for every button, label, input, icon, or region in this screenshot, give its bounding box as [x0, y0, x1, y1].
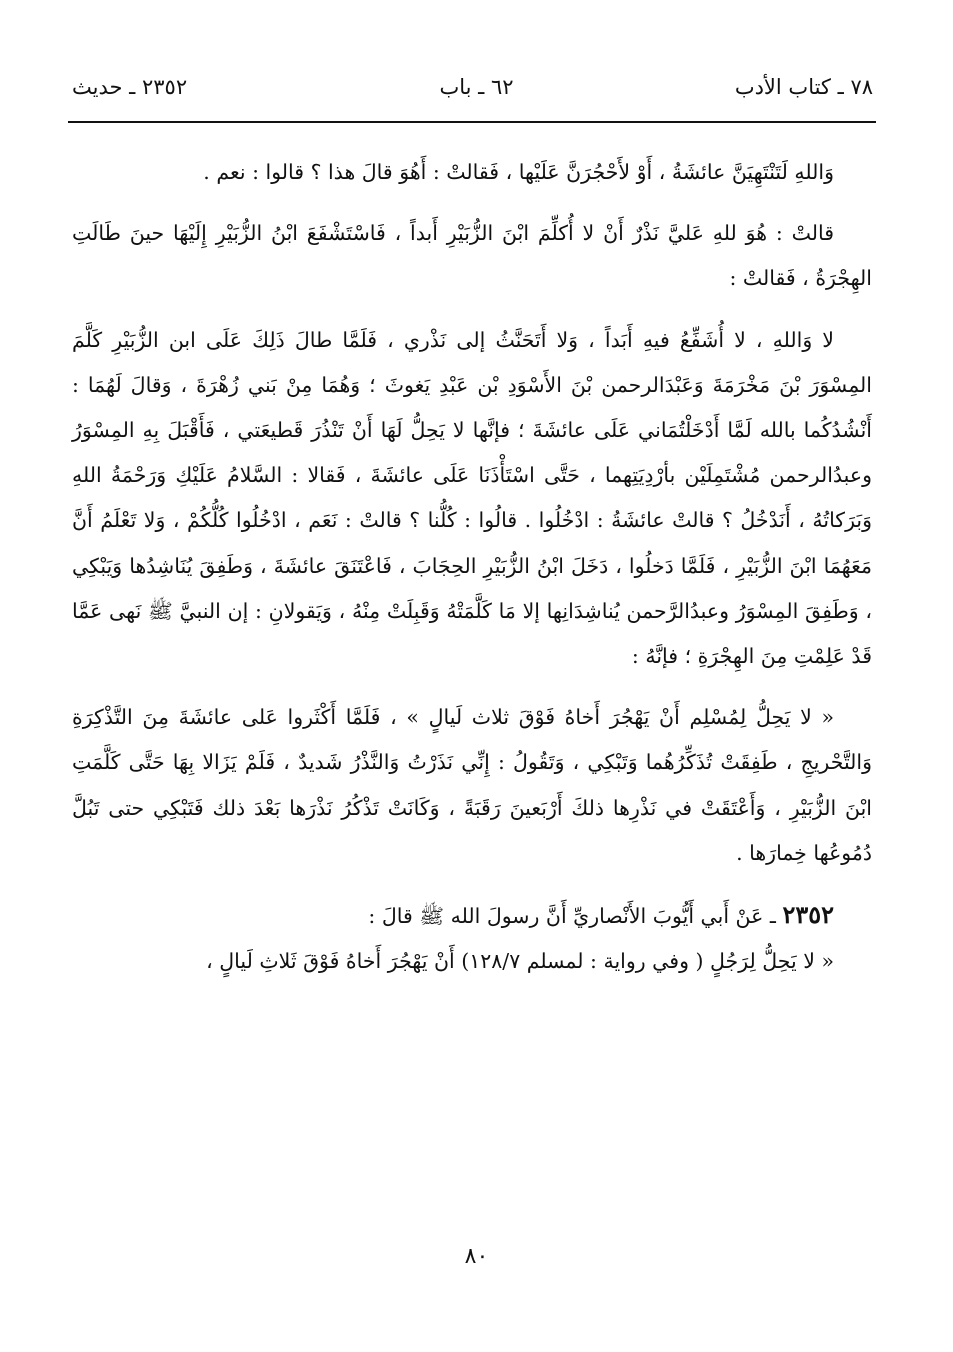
header-chapter: ٦٢ ـ باب — [439, 75, 514, 99]
hadith-text: « لا يَحِلُّ لِرَجُلٍ ( وفي رواية : لمسلم ١٢٨/٧) أَنْ يَهْجُرَ أَخاهُ فَوْقَ ثَلاثِ لَيالٍ ، — [206, 949, 834, 974]
paragraph-3: لا وَاللهِ ، لا أُشَفِّعُ فيهِ أَبَداً ، وَلا أَتَحَنَّثُ إلى نَذْري ، فَلَمَّا طالَ ذَلِكَ عَلَى ابن الزُّبَيْرِ كَلَّمَ المِسْوَرَ بْنَ مَخْرَمَةَ وَعَبْدَالرحمن بْنَ الأَسْوَدِ بْن عَبْدِ يَغوثَ ؛ وَهُمَا مِنْ بَني زُهْرَةَ ، وَقالَ لَهُمَا : أَنْشُدُكُما بالله لَمَّا أَدْخَلْتُمَاني عَلَى عائشَةَ ؛ فإنَّها لا يَحِلُّ لَهَا أَنْ تَنْذُرَ قَطيعَتي ، فَأَقْبَلَ بِهِ المِسْوَرُ وعبدُالرحمن مُشْتَمِلَيْن بأرْدِيَتِهما ، حَتَّى اسْتَأْذَنَا عَلَى عائشَةَ ، فَقالا : السَّلامُ عَلَيْكِ وَرَحْمَةُ اللهِ وَبَرَكاتُهُ ، أَنَدْخُلُ ؟ قالتْ عائشَةُ : ادْخُلُوا . قالُوا : كُلُّنا ؟ قالتْ : نَعَم ، ادْخُلُوا كُلُّكُمْ ، وَلا تَعْلَمُ أَنَّ مَعَهُمَا ابْنَ الزُّبَيْرِ ، فَلَمَّا دَخلُوا ، دَخَلَ ابْنُ الزُّبَيْرِ الحِجَابَ ، فَاعْتَنَقَ عائشَةَ ، وَطَفِقَ يُنَاشِدُها وَيَبْكِي ، وَطَفِقَ المِسْوَرُ وعبدُالرَّحمن يُناشِدَانِها إلا مَا كَلَّمَتْهُ وَقَبِلَتْ مِنْهُ ، وَيَقولانِ : إن النبيَّ ﷺ نَهى عَمَّا قَدْ عَلِمْتِ مِنَ الهِجْرَةِ ؛ فإنَّهُ : — [72, 327, 872, 669]
hadith-intro-text: ـ عَنْ أَبي أَيُّوبَ الأَنْصاريِّ أَنَّ رسولَ الله ﷺ قالَ : — [368, 904, 783, 929]
hadith-intro — [72, 892, 872, 939]
paragraph-1: وَاللهِ لَتَنْتَهِيَنَّ عائشَةُ ، أَوْ لأَحْجُرَنَّ عَلَيْها ، فَقالتْ : أَهُوَ قالَ هذا ؟ قالوا : نعم . — [203, 160, 834, 184]
hadith-number: ٢٣٥٢ — [782, 900, 834, 930]
header-book-title: ٧٨ ـ كتاب الأدب — [734, 75, 873, 99]
header-divider — [68, 121, 876, 123]
header-hadith-number: ٢٣٥٢ ـ حديث — [72, 75, 188, 99]
paragraph-2: قالتْ : هُوَ للهِ عَليَّ نَذْرٌ أَنْ لا أُكلِّمَ ابْنَ الزُّبَيْرِ أَبداً ، فَاسْتَشْفَعَ ابْنُ الزُّبَيْرِ إِلَيْهَا حينَ طَالَتِ الهِجْرَةُ ، فَقالتْ : — [72, 221, 872, 291]
paragraph-4: « لا يَحِلُّ لِمُسْلِم أَنْ يَهْجُرَ أَخاهُ فَوْقَ ثلاث لَيالٍ » ، فَلَمَّا أَكْثَروا عَلى عائشَةَ مِنَ التَّذْكِرَةِ وَالتَّحْريجِ ، طَفِقَتْ تُذَكِّرُهُما وَتَبْكِي ، وَتَقُولُ : إِنِّي نَذَرْتُ وَالنَّذْرُ شَديدٌ ، فَلَمْ يَزَالا بِهَا حَتَّى كَلَّمَتِ ابْنَ الزُّبَيْرِ ، وَأَعْتَقَتْ في نَذْرِها ذلكَ أَرْبَعينَ رَقَبَةً ، وَكَانَتْ تَذْكُرُ نَذْرَها بَعْدَ ذلك فَتَبْكِي حتى تَبُلَّ دُمُوعُها خِمارَها . — [72, 705, 872, 865]
body-text — [72, 150, 872, 984]
page-number: ٨٠ — [464, 1244, 489, 1269]
